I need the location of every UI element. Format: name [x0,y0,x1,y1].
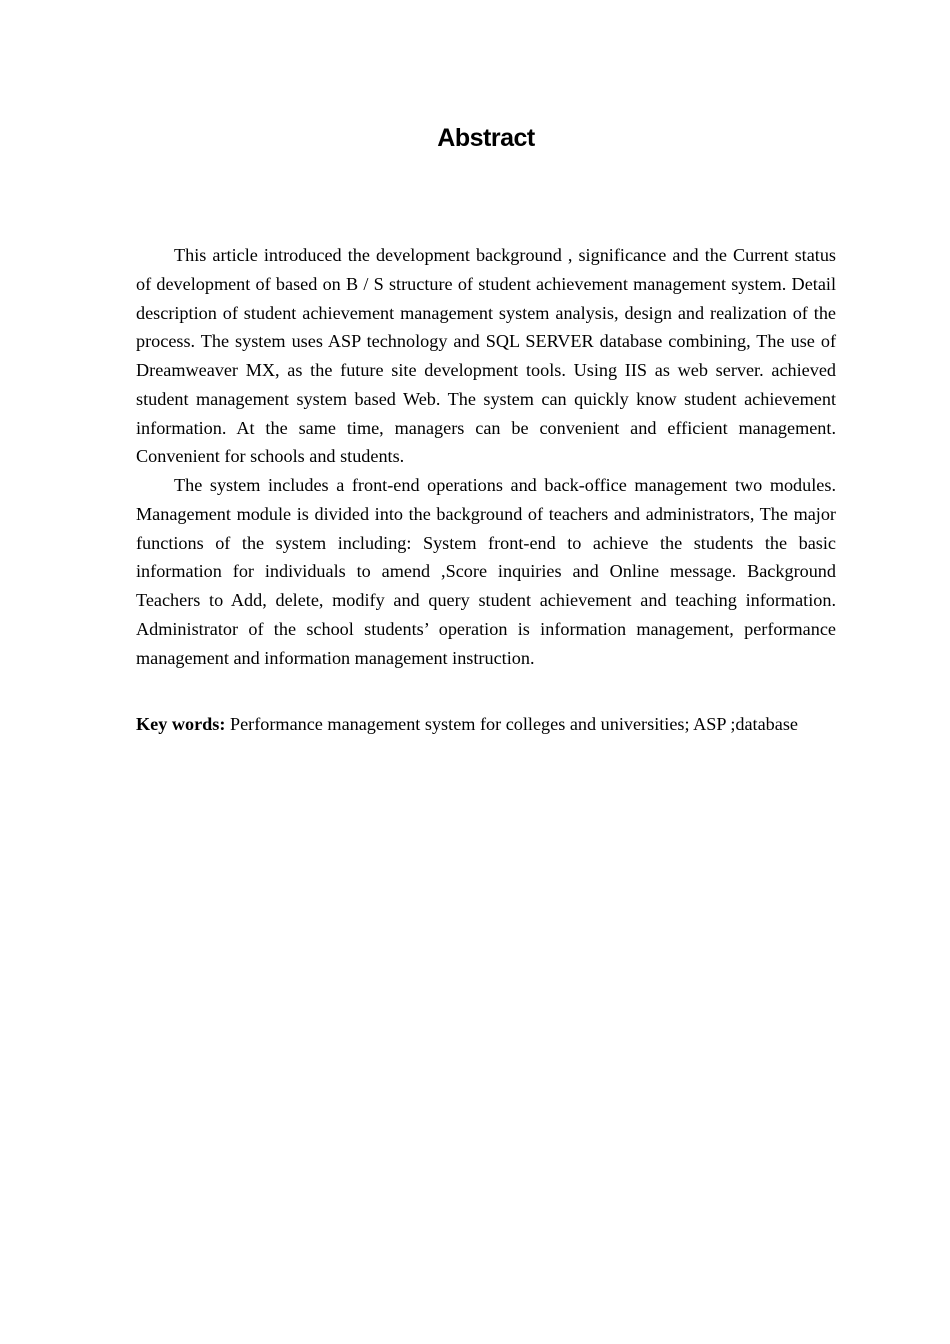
abstract-paragraph-2: The system includes a front-end operations and back-office management two modules. Management module is divided into the background of teachers and administrators, The major functions of the system including: System front-end to achieve the students the basic information for individuals to amend ,Score inquiries and Online message. Background Teachers to Add, delete, modify and query student achievement and teaching information. Administrator of the school students’ operation is information management, performance management and information management instruction. [136,475,836,668]
abstract-paragraph-1: This article introduced the development background , significance and the Current status of development of based on B / S structure of student achievement management system. Detail description of student achievement management system analysis, design and realization of the process. The system uses ASP technology and SQL SERVER database combining, The use of Dreamweaver MX, as the future site development tools. Using IIS as web server. achieved student management system based Web. The system can quickly know student achievement information. At the same time, managers can be convenient and efficient management. Convenient for schools and students. [136,245,836,467]
abstract-body [136,241,836,672]
abstract-title: Abstract [437,124,535,152]
keywords-value: Performance management system for colleges and universities; ASP ;database [225,714,798,734]
keywords-label: Key words: [136,714,226,734]
keywords-line [136,710,876,738]
